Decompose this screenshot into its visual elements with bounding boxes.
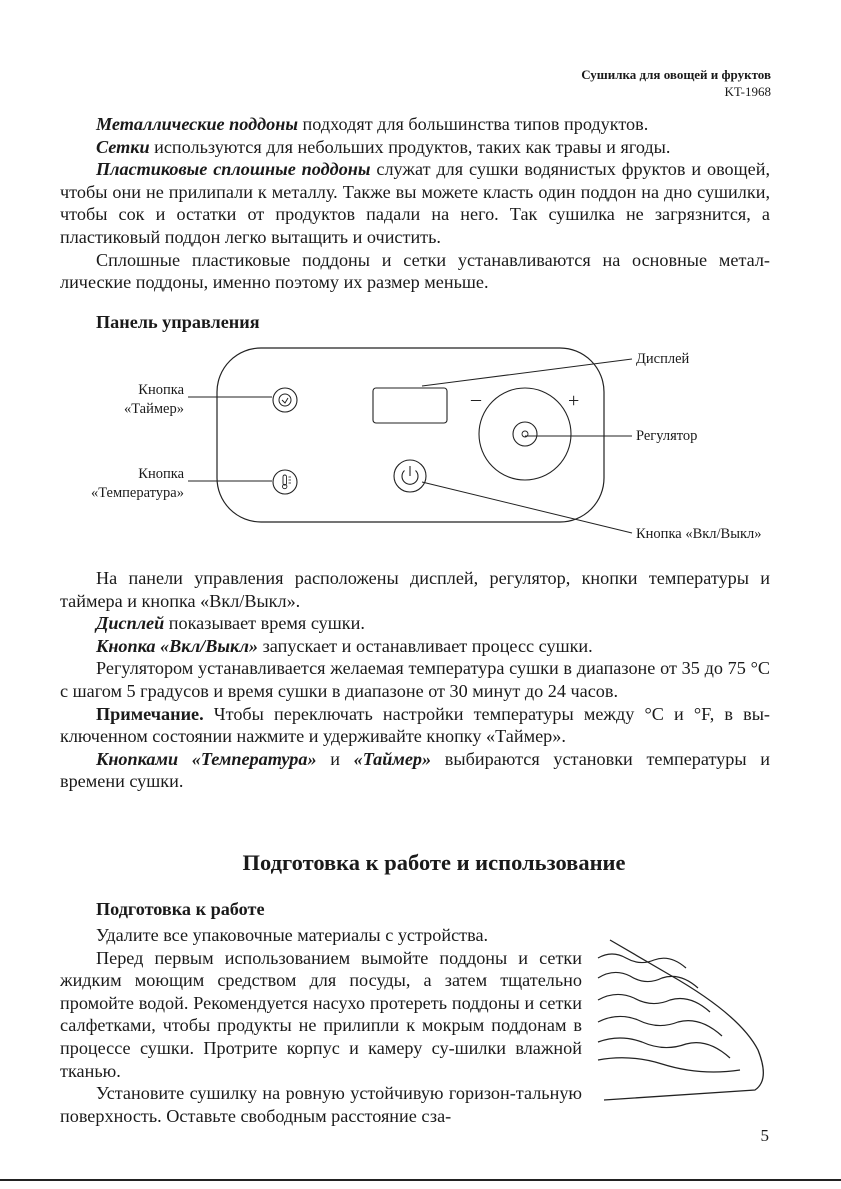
buttons-text: выбираются установки температуры и времени сушки. bbox=[60, 748, 770, 792]
tray-stack-illustration bbox=[590, 930, 780, 1115]
mesh-term: Сетки bbox=[96, 136, 150, 157]
plastic-trays-term: Пластиковые сплошные поддоны bbox=[96, 159, 371, 180]
prep-paragraph-2: Перед первым использованием вымойте поддоны и сетки жидким моющим средством для посуды, а затем тщательно промойте водой. Рекомендуется насухо протереть поддоны и сетки салфетками, чтобы продукты не прилипли к мокрым поддонам в процессе сушки. Протрите корпус и камеру су-шилки влажной тканью. bbox=[60, 947, 582, 1081]
power-leader-line bbox=[422, 482, 632, 533]
plastic-trays-text: служат для сушки водянистых фруктов и овощей, чтобы они не прилипали к металлу. Также вы можете класть один поддон на дно сушилки, чтобы сок и остатки от продуктов падали на него. Так сушилка не загрязнится, а пластиковый поддон легко вытащить и очистить. bbox=[60, 159, 770, 247]
note-text: Чтобы переключать настройки температуры между °C и °F, в вы-ключенном состоянии нажмите и удерживайте кнопку «Таймер». bbox=[60, 703, 770, 747]
power-button-label: Кнопка «Вкл/Выкл» bbox=[636, 526, 762, 542]
preparation-text bbox=[60, 924, 582, 1127]
metal-trays-term: Металлические поддоны bbox=[96, 114, 298, 134]
minus-sign: – bbox=[471, 388, 481, 410]
panel-description bbox=[60, 567, 770, 793]
note-term: Примечание. bbox=[96, 703, 204, 724]
display-term: Дисплей bbox=[96, 613, 165, 634]
power-button-icon bbox=[394, 460, 426, 492]
display-window bbox=[373, 388, 447, 423]
panel-heading: Панель управления bbox=[96, 312, 260, 332]
intro-paragraph-4: Сплошные пластиковые поддоны и сетки устанавливаются на основные метал-лические поддоны, именно поэтому их размер меньше. bbox=[60, 249, 770, 293]
control-panel-diagram bbox=[0, 335, 841, 550]
display-leader-line bbox=[422, 359, 632, 386]
regulator-label: Регулятор bbox=[636, 428, 698, 444]
running-header bbox=[581, 66, 771, 100]
buttons-term-2: «Таймер» bbox=[353, 748, 432, 769]
prep-paragraph-1: Удалите все упаковочные материалы с устройства. bbox=[96, 925, 489, 945]
timer-button-label: Кнопка «Таймер» bbox=[123, 382, 184, 417]
section-title: Подготовка к работе и использование bbox=[242, 850, 626, 875]
display-label: Дисплей bbox=[636, 351, 690, 367]
regulator-knob bbox=[479, 388, 571, 480]
temperature-button-label: Кнопка «Температура» bbox=[90, 466, 184, 501]
desc-paragraph-1: На панели управления расположены дисплей, регулятор, кнопки температуры и таймера и кнопка «Вкл/Выкл». bbox=[60, 568, 770, 611]
desc-paragraph-4: Регулятором устанавливается желаемая температура сушки в диапазоне от 35 до 75 °C с шагом 5 градусов и время сушки в диапазоне от 30 минут до 24 часов. bbox=[60, 658, 770, 701]
display-text: показывает время сушки. bbox=[164, 613, 365, 634]
power-term: Кнопка «Вкл/Выкл» bbox=[96, 635, 259, 656]
power-text: запускает и останавливает процесс сушки. bbox=[258, 635, 593, 656]
temperature-button-icon bbox=[273, 470, 297, 494]
timer-button-icon bbox=[273, 388, 297, 412]
prep-paragraph-3: Установите сушилку на ровную устойчивую горизон-тальную поверхность. Оставьте свободным расстояние сза- bbox=[60, 1083, 582, 1126]
panel-outline bbox=[217, 348, 604, 522]
page-number: 5 bbox=[760, 1126, 769, 1145]
plus-sign: + bbox=[568, 390, 580, 412]
buttons-and: и bbox=[316, 748, 354, 769]
header-model: KT-1968 bbox=[724, 84, 771, 99]
metal-trays-text: подходят для большинства типов продуктов. bbox=[298, 114, 649, 134]
page-bottom-rule bbox=[0, 1179, 841, 1181]
preparation-subheading: Подготовка к работе bbox=[96, 899, 265, 919]
header-title: Сушилка для овощей и фруктов bbox=[581, 67, 771, 82]
buttons-term-1: Кнопками «Температура» bbox=[96, 748, 317, 769]
mesh-text: используются для небольших продуктов, таких как травы и ягоды. bbox=[149, 136, 671, 157]
intro-text bbox=[60, 113, 770, 294]
